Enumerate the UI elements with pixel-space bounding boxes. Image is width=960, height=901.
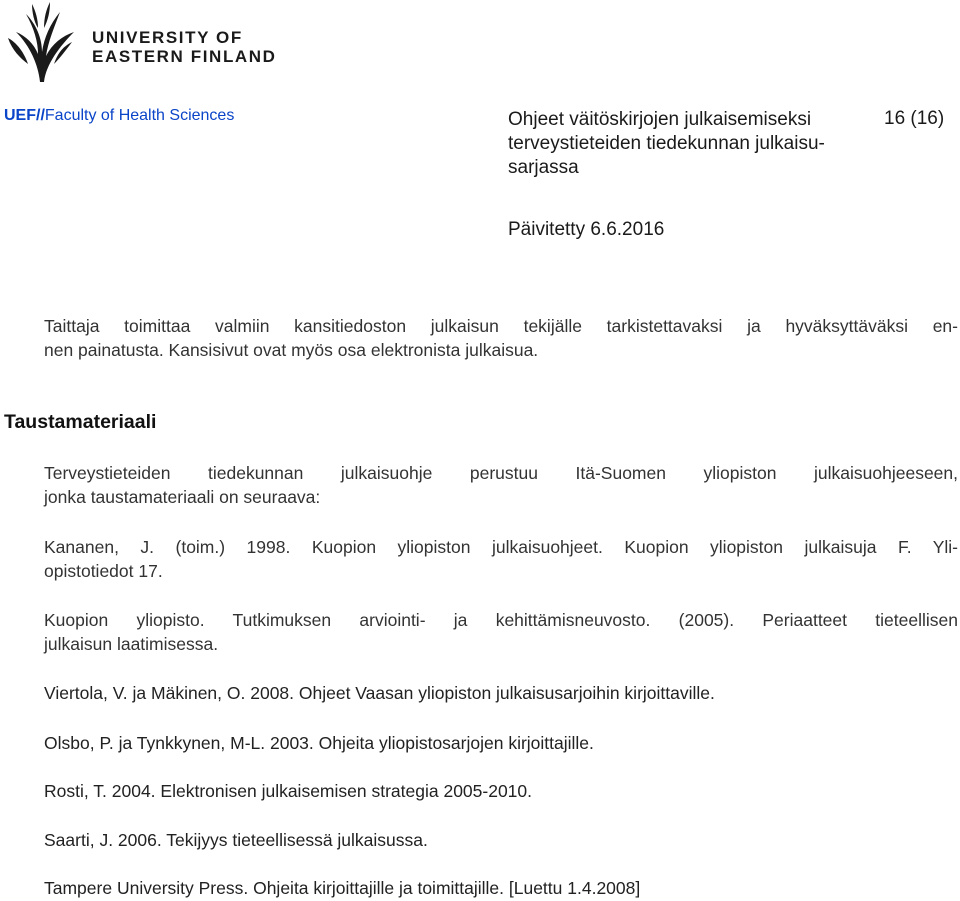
- paragraph-line: Terveystieteiden tiedekunnan julkaisuohje perustuu Itä-Suomen yliopiston julkaisuohjeeseen,: [44, 463, 958, 483]
- faculty-name: Faculty of Health Sciences: [44, 107, 235, 124]
- reference-item: [44, 608, 958, 656]
- reference-line: Saarti, J. 2006. Tekijyys tieteellisessä julkaisussa.: [44, 830, 428, 850]
- reference-line: Kuopion yliopisto. Tutkimuksen arviointi- ja kehittämisneuvosto. (2005). Periaatteet tieteellisen: [44, 610, 958, 630]
- university-name-line2: EASTERN FINLAND: [92, 47, 277, 66]
- reference-line: Olsbo, P. ja Tynkkynen, M-L. 2003. Ohjeita yliopistosarjojen kirjoittajille.: [44, 733, 594, 753]
- paragraph-line: nen painatusta. Kansisivut ovat myös osa elektronista julkaisua.: [44, 340, 539, 360]
- document-title-line: sarjassa: [508, 157, 579, 178]
- reference-line: opistotiedot 17.: [44, 561, 163, 581]
- reference-line: Viertola, V. ja Mäkinen, O. 2008. Ohjeet Vaasan yliopiston julkaisusarjoihin kirjoittaville.: [44, 683, 715, 703]
- reference-line: Rosti, T. 2004. Elektronisen julkaisemisen strategia 2005-2010.: [44, 781, 533, 801]
- intro-paragraph: [44, 314, 958, 362]
- updated-date: Päivitetty 6.6.2016: [508, 219, 665, 240]
- university-name-line1: UNIVERSITY OF: [92, 28, 243, 47]
- document-title-line: terveystieteiden tiedekunnan julkaisu-: [508, 133, 825, 154]
- document-title: [508, 108, 838, 180]
- document-title-line: Ohjeet väitöskirjojen julkaisemiseksi: [508, 109, 812, 130]
- paragraph-line: jonka taustamateriaali on seuraava:: [44, 487, 321, 507]
- header-faculty: [4, 107, 234, 125]
- section-heading: Taustamateriaali: [4, 411, 157, 433]
- paragraph-line: Taittaja toimittaa valmiin kansitiedoston julkaisun tekijälle tarkistettavaksi ja hyväksyttäväksi en-: [44, 316, 958, 336]
- university-logo-icon: [2, 2, 78, 84]
- reference-item: [44, 731, 594, 755]
- reference-item: [44, 779, 532, 803]
- university-name: [92, 28, 277, 66]
- page-number: 16 (16): [884, 108, 945, 129]
- reference-item: [44, 681, 715, 705]
- reference-item: [44, 876, 640, 900]
- reference-line: Kananen, J. (toim.) 1998. Kuopion yliopiston julkaisuohjeet. Kuopion yliopiston julkaisuja F. Yli-: [44, 537, 958, 557]
- reference-line: Tampere University Press. Ohjeita kirjoittajille ja toimittajille. [Luettu 1.4.2008]: [44, 878, 641, 898]
- reference-line: julkaisun laatimisessa.: [44, 634, 219, 654]
- reference-item: [44, 828, 428, 852]
- reference-item: [44, 535, 958, 583]
- lead-paragraph: [44, 461, 958, 509]
- uef-label: UEF//: [4, 107, 45, 124]
